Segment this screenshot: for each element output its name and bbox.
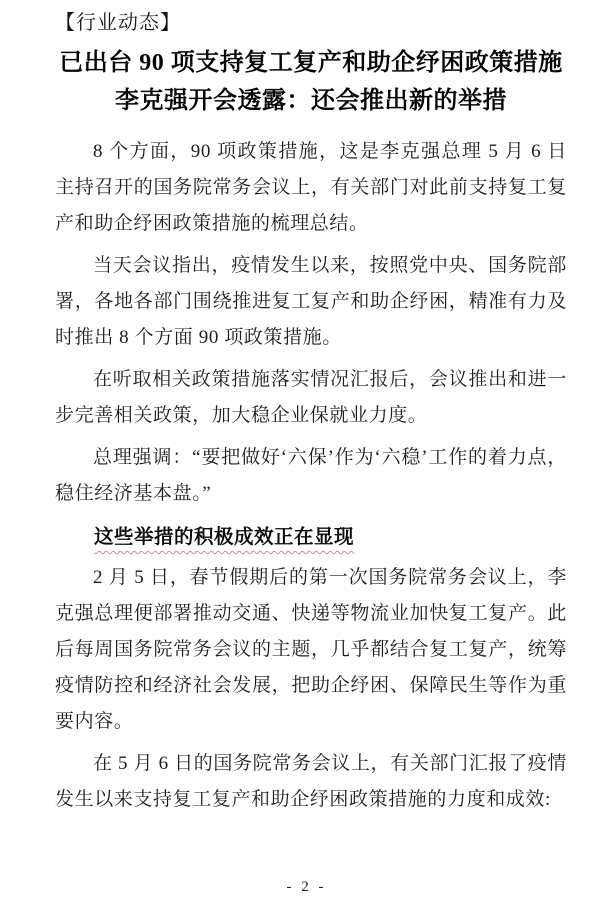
body-paragraph: 当天会议指出，疫情发生以来，按照党中央、国务院部署，各地各部门围绕推进复工复产和助企纾困，精准有力及时推出 8 个方面 90 项政策措施。	[55, 255, 567, 348]
subheading-emphasized: 这些举措的积极成效正在显现	[94, 526, 355, 548]
body-paragraph: 2 月 5 日，春节假期后的第一次国务院常务会议上，李克强总理便部署推动交通、快递等物流业加快复工复产。此后每周国务院常务会议的主题，几乎都结合复工复产，统筹疫情防控和经济社会发展，把助企纾困、保障民生等作为重要内容。	[55, 567, 567, 732]
article-title-line-1: 已出台 90 项支持复工复产和助企纾困政策措施	[59, 50, 563, 76]
page-number: - 2 -	[286, 879, 327, 895]
body-paragraph: 总理强调：“要把做好‘六保’作为‘六稳’工作的着力点，稳住经济基本盘。”	[55, 447, 567, 504]
body-paragraph: 在 5 月 6 日的国务院常务会议上，有关部门汇报了疫情发生以来支持复工复产和助企纾困政策措施的力度和成效:	[55, 753, 567, 810]
body-paragraph: 8 个方面，90 项政策措施，这是李克强总理 5 月 6 日主持召开的国务院常务会议上，有关部门对此前支持复工复产和助企纾困政策措施的梳理总结。	[55, 141, 567, 234]
article-title-line-2: 李克强开会透露：还会推出新的举措	[115, 88, 507, 114]
article-title	[55, 44, 567, 120]
section-tag: 【行业动态】	[55, 12, 181, 34]
body-paragraph: 在听取相关政策措施落实情况汇报后，会议推出和进一步完善相关政策，加大稳企业保就业力度。	[55, 369, 567, 426]
